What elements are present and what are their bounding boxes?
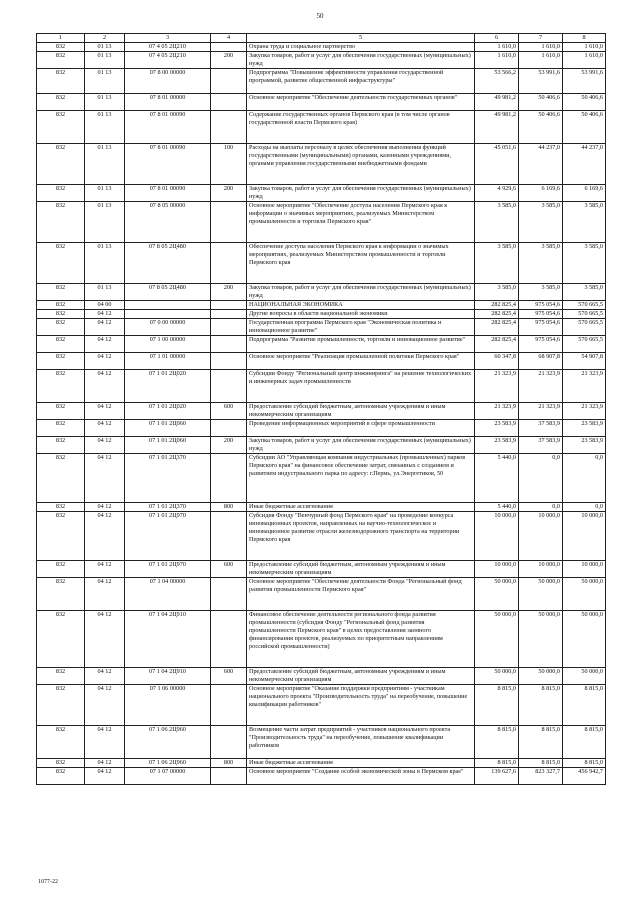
cell-admin-code: 832 — [37, 437, 85, 454]
table-row — [37, 611, 606, 668]
table-row — [37, 336, 606, 353]
cell-expense-type — [211, 611, 247, 668]
cell-section: 01 13 — [85, 202, 125, 243]
page-number: 50 — [316, 12, 324, 20]
cell-admin-code: 832 — [37, 310, 85, 319]
table-row — [37, 202, 606, 243]
cell-admin-code: 832 — [37, 403, 85, 420]
cell-amount-2023: 3 585,0 — [519, 243, 563, 284]
cell-admin-code: 832 — [37, 353, 85, 370]
cell-amount-2023: 21 323,9 — [519, 370, 563, 403]
cell-amount-2022: 10 000,0 — [475, 512, 519, 561]
cell-expense-type — [211, 243, 247, 284]
cell-amount-2022: 1 610,0 — [475, 43, 519, 52]
cell-name: Основное мероприятие "Обеспечение деятельности Фонда "Региональный фонд развития промышленности Пермского края" — [247, 578, 475, 611]
cell-section: 04 12 — [85, 726, 125, 759]
cell-name: Предоставление субсидий бюджетным, автономным учреждениям и иным некоммерческим организациям — [247, 561, 475, 578]
cell-amount-2023: 8 815,0 — [519, 759, 563, 768]
cell-section: 01 13 — [85, 69, 125, 94]
cell-name: Закупка товаров, работ и услуг для обеспечения государственных (муниципальных) нужд — [247, 437, 475, 454]
table-row — [37, 310, 606, 319]
cell-name: Проведение информационных мероприятий в сфере промышленности — [247, 420, 475, 437]
cell-expense-type — [211, 336, 247, 353]
cell-amount-2024: 8 815,0 — [563, 726, 606, 759]
cell-target-article: 07 1 01 2Ц020 — [125, 370, 211, 403]
cell-amount-2023: 8 815,0 — [519, 685, 563, 726]
cell-admin-code: 832 — [37, 611, 85, 668]
table-row — [37, 512, 606, 561]
cell-amount-2024: 6 169,6 — [563, 185, 606, 202]
cell-target-article: 07 1 01 2Ц370 — [125, 454, 211, 503]
cell-name: Основное мероприятие "Обеспечение доступа населения Пермского края к информации о значимых мероприятиях, реализуемых Министерством промышленности и торговли Пермского края" — [247, 202, 475, 243]
cell-amount-2022: 10 000,0 — [475, 561, 519, 578]
cell-section: 04 12 — [85, 310, 125, 319]
cell-expense-type: 600 — [211, 561, 247, 578]
cell-expense-type — [211, 353, 247, 370]
cell-name: Иные бюджетные ассигнования — [247, 503, 475, 512]
table-row — [37, 685, 606, 726]
cell-admin-code: 832 — [37, 69, 85, 94]
table-row — [37, 503, 606, 512]
cell-amount-2024: 21 323,9 — [563, 403, 606, 420]
cell-amount-2023: 37 583,9 — [519, 420, 563, 437]
cell-target-article: 07 1 04 2Ц910 — [125, 668, 211, 685]
cell-amount-2023: 50 406,6 — [519, 111, 563, 144]
cell-amount-2023: 68 907,8 — [519, 353, 563, 370]
cell-expense-type — [211, 43, 247, 52]
cell-name: Государственная программа Пермского края "Экономическая политика и инновационное развитие" — [247, 319, 475, 336]
cell-name: Охрана труда и социальное партнерство — [247, 43, 475, 52]
cell-target-article: 07 8 01 00090 — [125, 185, 211, 202]
table-row — [37, 69, 606, 94]
cell-amount-2024: 570 665,5 — [563, 336, 606, 353]
cell-target-article — [125, 301, 211, 310]
cell-amount-2024: 23 583,9 — [563, 420, 606, 437]
cell-amount-2024: 0,0 — [563, 454, 606, 503]
cell-target-article: 07 1 01 2Ц370 — [125, 503, 211, 512]
table-row — [37, 319, 606, 336]
cell-admin-code: 832 — [37, 336, 85, 353]
cell-amount-2024: 50 406,6 — [563, 94, 606, 111]
table-row — [37, 759, 606, 768]
cell-admin-code: 832 — [37, 420, 85, 437]
table-row — [37, 403, 606, 420]
cell-name: НАЦИОНАЛЬНАЯ ЭКОНОМИКА — [247, 301, 475, 310]
cell-section: 04 12 — [85, 403, 125, 420]
column-header: 3 — [125, 34, 211, 43]
cell-amount-2023: 1 610,0 — [519, 52, 563, 69]
cell-target-article: 07 1 00 00000 — [125, 336, 211, 353]
cell-amount-2023: 823 327,7 — [519, 768, 563, 785]
cell-amount-2023: 6 169,6 — [519, 185, 563, 202]
cell-name: Обеспечение доступа населения Пермского края к информации о значимых мероприятиях, реализуемых Министерством промышленности и торговли Пермского края — [247, 243, 475, 284]
cell-expense-type — [211, 578, 247, 611]
cell-section: 01 13 — [85, 94, 125, 111]
cell-amount-2024: 23 583,9 — [563, 437, 606, 454]
cell-amount-2022: 60 347,8 — [475, 353, 519, 370]
cell-section: 04 12 — [85, 561, 125, 578]
cell-amount-2024: 10 000,0 — [563, 561, 606, 578]
cell-admin-code: 832 — [37, 503, 85, 512]
cell-section: 04 12 — [85, 685, 125, 726]
cell-expense-type — [211, 301, 247, 310]
cell-target-article: 07 8 01 00000 — [125, 94, 211, 111]
cell-amount-2023: 50 000,0 — [519, 668, 563, 685]
cell-admin-code: 832 — [37, 111, 85, 144]
cell-expense-type — [211, 94, 247, 111]
cell-amount-2024: 21 323,9 — [563, 370, 606, 403]
cell-amount-2023: 975 054,6 — [519, 319, 563, 336]
cell-amount-2023: 44 237,0 — [519, 144, 563, 185]
cell-amount-2024: 1 610,0 — [563, 52, 606, 69]
cell-amount-2022: 282 825,4 — [475, 301, 519, 310]
table-row — [37, 370, 606, 403]
cell-name: Субсидии Фонду "Региональный центр инжиниринга" на решение технологических и инженерных задач промышленности — [247, 370, 475, 403]
cell-section: 04 12 — [85, 370, 125, 403]
table-row — [37, 243, 606, 284]
cell-admin-code: 832 — [37, 185, 85, 202]
cell-section: 01 13 — [85, 144, 125, 185]
cell-amount-2022: 49 981,2 — [475, 111, 519, 144]
cell-admin-code: 832 — [37, 685, 85, 726]
cell-amount-2024: 50 000,0 — [563, 611, 606, 668]
cell-expense-type — [211, 726, 247, 759]
cell-amount-2024: 1 610,0 — [563, 43, 606, 52]
cell-section: 04 12 — [85, 611, 125, 668]
cell-target-article: 07 4 05 2Ц210 — [125, 52, 211, 69]
cell-amount-2024: 8 815,0 — [563, 759, 606, 768]
cell-name: Закупка товаров, работ и услуг для обеспечения государственных (муниципальных) нужд — [247, 185, 475, 202]
table-header — [37, 34, 606, 43]
cell-name: Расходы на выплаты персоналу в целях обеспечения выполнения функций государственными (муниципальными) органами, казенными учреждениями, органами управления государственными внебюджетными фондами — [247, 144, 475, 185]
cell-amount-2023: 975 054,6 — [519, 336, 563, 353]
cell-amount-2023: 10 000,0 — [519, 512, 563, 561]
cell-target-article: 07 1 01 00000 — [125, 353, 211, 370]
cell-target-article: 07 8 05 2Ц480 — [125, 284, 211, 301]
cell-amount-2022: 49 981,2 — [475, 94, 519, 111]
table-row — [37, 768, 606, 785]
cell-amount-2023: 0,0 — [519, 503, 563, 512]
cell-amount-2022: 21 323,9 — [475, 370, 519, 403]
cell-admin-code: 832 — [37, 43, 85, 52]
cell-admin-code: 832 — [37, 144, 85, 185]
cell-target-article: 07 8 05 00000 — [125, 202, 211, 243]
cell-amount-2024: 570 665,5 — [563, 310, 606, 319]
cell-name: Закупка товаров, работ и услуг для обеспечения государственных (муниципальных) нужд — [247, 52, 475, 69]
cell-amount-2022: 50 000,0 — [475, 578, 519, 611]
cell-target-article: 07 1 01 2Ц970 — [125, 561, 211, 578]
cell-expense-type — [211, 69, 247, 94]
table-row — [37, 144, 606, 185]
table-row — [37, 111, 606, 144]
cell-amount-2022: 5 440,0 — [475, 503, 519, 512]
cell-target-article: 07 8 01 00090 — [125, 144, 211, 185]
cell-expense-type — [211, 420, 247, 437]
table-row — [37, 94, 606, 111]
cell-admin-code: 832 — [37, 370, 85, 403]
cell-amount-2023: 0,0 — [519, 454, 563, 503]
cell-amount-2022: 282 825,4 — [475, 319, 519, 336]
cell-amount-2024: 50 000,0 — [563, 668, 606, 685]
cell-expense-type: 100 — [211, 144, 247, 185]
cell-amount-2022: 3 585,0 — [475, 243, 519, 284]
cell-amount-2024: 50 000,0 — [563, 578, 606, 611]
cell-amount-2024: 456 942,7 — [563, 768, 606, 785]
cell-amount-2022: 8 815,0 — [475, 726, 519, 759]
cell-target-article — [125, 310, 211, 319]
cell-amount-2022: 3 585,0 — [475, 202, 519, 243]
cell-admin-code: 832 — [37, 243, 85, 284]
cell-expense-type: 200 — [211, 437, 247, 454]
cell-name: Субсидии АО "Управляющая компания индустриальных (промышленных) парков Пермского края" на финансовое обеспечение затрат, связанных с созданием и развитием индустриального парка по адресу: г.Пермь, ул.Энергетиков, 50 — [247, 454, 475, 503]
cell-section: 01 13 — [85, 185, 125, 202]
cell-amount-2023: 37 583,9 — [519, 437, 563, 454]
cell-amount-2023: 8 815,0 — [519, 726, 563, 759]
column-header: 8 — [563, 34, 606, 43]
cell-amount-2023: 53 991,6 — [519, 69, 563, 94]
cell-target-article: 07 0 00 00000 — [125, 319, 211, 336]
cell-amount-2022: 4 929,6 — [475, 185, 519, 202]
cell-amount-2022: 8 815,0 — [475, 759, 519, 768]
cell-amount-2022: 3 585,0 — [475, 284, 519, 301]
cell-name: Предоставление субсидий бюджетным, автономным учреждениям и иным некоммерческим организациям — [247, 403, 475, 420]
cell-name: Финансовое обеспечение деятельности регионального фонда развития промышленности (субсидия Фонду "Региональный фонд развития промышленности Пермского края" в целях предоставления заемного финансирования проектов, реализуемых по приоритетным направлениям российской промышленности) — [247, 611, 475, 668]
cell-section: 04 12 — [85, 668, 125, 685]
cell-amount-2023: 50 406,6 — [519, 94, 563, 111]
cell-name: Другие вопросы в области национальной экономики — [247, 310, 475, 319]
cell-name: Субсидия Фонду "Венчурный фонд Пермского края" на проведение конкурса инновационных проектов, направленных на научно-технологическое и инновационное развитие отрасли железнодорожного транспорта на территории Пермского края — [247, 512, 475, 561]
cell-expense-type — [211, 319, 247, 336]
cell-target-article: 07 4 05 2Ц210 — [125, 43, 211, 52]
cell-name: Основное мероприятие "Реализация промышленной политики Пермского края" — [247, 353, 475, 370]
cell-expense-type — [211, 454, 247, 503]
cell-admin-code: 832 — [37, 768, 85, 785]
cell-section: 04 12 — [85, 503, 125, 512]
table-row — [37, 454, 606, 503]
cell-admin-code: 832 — [37, 561, 85, 578]
cell-amount-2024: 53 991,6 — [563, 69, 606, 94]
cell-section: 01 13 — [85, 284, 125, 301]
cell-name: Возмещение части затрат предприятий - участников национального проекта "Производительность труда" на переобучение, повышение квалификации работников — [247, 726, 475, 759]
cell-amount-2023: 50 000,0 — [519, 578, 563, 611]
cell-target-article: 07 1 01 2Ц020 — [125, 403, 211, 420]
cell-expense-type: 800 — [211, 503, 247, 512]
cell-amount-2022: 282 825,4 — [475, 336, 519, 353]
cell-section: 01 13 — [85, 43, 125, 52]
cell-amount-2022: 50 000,0 — [475, 668, 519, 685]
cell-target-article: 07 1 04 2Ц910 — [125, 611, 211, 668]
cell-admin-code: 832 — [37, 202, 85, 243]
cell-name: Закупка товаров, работ и услуг для обеспечения государственных (муниципальных) нужд — [247, 284, 475, 301]
cell-amount-2024: 3 585,0 — [563, 202, 606, 243]
cell-section: 04 12 — [85, 319, 125, 336]
column-header: 6 — [475, 34, 519, 43]
cell-amount-2022: 53 566,2 — [475, 69, 519, 94]
footer-code: 1077-22 — [38, 879, 58, 885]
table-body — [37, 43, 606, 785]
cell-section: 01 13 — [85, 111, 125, 144]
cell-target-article: 07 8 00 00000 — [125, 69, 211, 94]
cell-expense-type — [211, 111, 247, 144]
cell-expense-type — [211, 202, 247, 243]
cell-section: 01 13 — [85, 52, 125, 69]
cell-admin-code: 832 — [37, 726, 85, 759]
column-header: 4 — [211, 34, 247, 43]
cell-amount-2022: 45 051,6 — [475, 144, 519, 185]
cell-name: Содержание государственных органов Пермского края (в том числе органов государственной власти Пермского края) — [247, 111, 475, 144]
table-row — [37, 726, 606, 759]
budget-table — [36, 33, 606, 785]
column-header: 5 — [247, 34, 475, 43]
table-row — [37, 284, 606, 301]
table-row — [37, 578, 606, 611]
cell-expense-type — [211, 685, 247, 726]
cell-name: Подпрограмма "Повышение эффективности управления государственной программой, развитие общественной инфраструктуры" — [247, 69, 475, 94]
cell-expense-type — [211, 512, 247, 561]
cell-target-article: 07 8 01 00090 — [125, 111, 211, 144]
cell-amount-2022: 139 627,6 — [475, 768, 519, 785]
cell-amount-2024: 3 585,0 — [563, 243, 606, 284]
cell-amount-2022: 50 000,0 — [475, 611, 519, 668]
cell-section: 04 12 — [85, 578, 125, 611]
cell-amount-2022: 5 440,0 — [475, 454, 519, 503]
cell-amount-2023: 10 000,0 — [519, 561, 563, 578]
cell-name: Иные бюджетные ассигнования — [247, 759, 475, 768]
cell-amount-2022: 1 610,0 — [475, 52, 519, 69]
cell-section: 01 13 — [85, 243, 125, 284]
table-row — [37, 353, 606, 370]
cell-admin-code: 832 — [37, 284, 85, 301]
cell-name: Основное мероприятие "Создание особой экономической зоны в Пермском крае" — [247, 768, 475, 785]
cell-admin-code: 832 — [37, 454, 85, 503]
cell-section: 04 12 — [85, 454, 125, 503]
table-row — [37, 437, 606, 454]
cell-amount-2023: 1 610,0 — [519, 43, 563, 52]
cell-section: 04 12 — [85, 759, 125, 768]
cell-admin-code: 832 — [37, 512, 85, 561]
cell-section: 04 12 — [85, 420, 125, 437]
cell-target-article: 07 1 06 00000 — [125, 685, 211, 726]
cell-section: 04 12 — [85, 512, 125, 561]
cell-target-article: 07 1 01 2Ц060 — [125, 420, 211, 437]
cell-name: Основное мероприятие "Обеспечение деятельности государственных органов" — [247, 94, 475, 111]
cell-amount-2024: 44 237,0 — [563, 144, 606, 185]
cell-section: 04 12 — [85, 336, 125, 353]
cell-name: Подпрограмма "Развитие промышленности, торговли и инновационное развитие" — [247, 336, 475, 353]
cell-name: Основное мероприятие "Оказание поддержки предприятиям - участникам национального проекта "Производительность труда" на переобучение, повышение квалификации работников" — [247, 685, 475, 726]
column-header: 7 — [519, 34, 563, 43]
cell-admin-code: 832 — [37, 319, 85, 336]
cell-amount-2023: 975 054,6 — [519, 310, 563, 319]
cell-amount-2022: 282 825,4 — [475, 310, 519, 319]
cell-admin-code: 832 — [37, 578, 85, 611]
cell-amount-2024: 50 406,6 — [563, 111, 606, 144]
cell-expense-type: 600 — [211, 403, 247, 420]
table-row — [37, 52, 606, 69]
table-row — [37, 668, 606, 685]
cell-expense-type — [211, 310, 247, 319]
cell-target-article: 07 1 04 00000 — [125, 578, 211, 611]
cell-amount-2024: 3 585,0 — [563, 284, 606, 301]
cell-target-article: 07 8 05 2Ц480 — [125, 243, 211, 284]
cell-admin-code: 832 — [37, 668, 85, 685]
cell-target-article: 07 1 01 2Ц060 — [125, 437, 211, 454]
cell-amount-2023: 975 054,6 — [519, 301, 563, 310]
table-row — [37, 43, 606, 52]
table-row — [37, 561, 606, 578]
cell-amount-2023: 50 000,0 — [519, 611, 563, 668]
cell-expense-type: 600 — [211, 668, 247, 685]
cell-section: 04 00 — [85, 301, 125, 310]
cell-target-article: 07 1 06 2Ц960 — [125, 759, 211, 768]
table-row — [37, 301, 606, 310]
column-header: 2 — [85, 34, 125, 43]
cell-expense-type: 200 — [211, 185, 247, 202]
cell-amount-2023: 21 323,9 — [519, 403, 563, 420]
cell-amount-2024: 570 665,5 — [563, 319, 606, 336]
cell-amount-2023: 3 585,0 — [519, 202, 563, 243]
cell-amount-2022: 23 583,9 — [475, 437, 519, 454]
cell-section: 04 12 — [85, 437, 125, 454]
cell-amount-2024: 570 665,5 — [563, 301, 606, 310]
cell-admin-code: 832 — [37, 759, 85, 768]
cell-amount-2024: 10 000,0 — [563, 512, 606, 561]
header-row — [37, 34, 606, 43]
cell-name: Предоставление субсидий бюджетным, автономным учреждениям и иным некоммерческим организациям — [247, 668, 475, 685]
cell-section: 04 12 — [85, 768, 125, 785]
cell-target-article: 07 1 06 2Ц960 — [125, 726, 211, 759]
cell-target-article: 07 1 01 2Ц970 — [125, 512, 211, 561]
cell-amount-2024: 0,0 — [563, 503, 606, 512]
cell-expense-type — [211, 370, 247, 403]
cell-amount-2024: 54 907,8 — [563, 353, 606, 370]
cell-admin-code: 832 — [37, 94, 85, 111]
cell-expense-type: 800 — [211, 759, 247, 768]
cell-amount-2023: 3 585,0 — [519, 284, 563, 301]
column-header: 1 — [37, 34, 85, 43]
cell-amount-2022: 21 323,9 — [475, 403, 519, 420]
cell-admin-code: 832 — [37, 301, 85, 310]
table-row — [37, 420, 606, 437]
cell-expense-type — [211, 768, 247, 785]
cell-amount-2024: 8 815,0 — [563, 685, 606, 726]
cell-section: 04 12 — [85, 353, 125, 370]
cell-amount-2022: 23 583,9 — [475, 420, 519, 437]
cell-admin-code: 832 — [37, 52, 85, 69]
table-row — [37, 185, 606, 202]
cell-expense-type: 200 — [211, 52, 247, 69]
cell-amount-2022: 8 815,0 — [475, 685, 519, 726]
cell-expense-type: 200 — [211, 284, 247, 301]
cell-target-article: 07 1 07 00000 — [125, 768, 211, 785]
